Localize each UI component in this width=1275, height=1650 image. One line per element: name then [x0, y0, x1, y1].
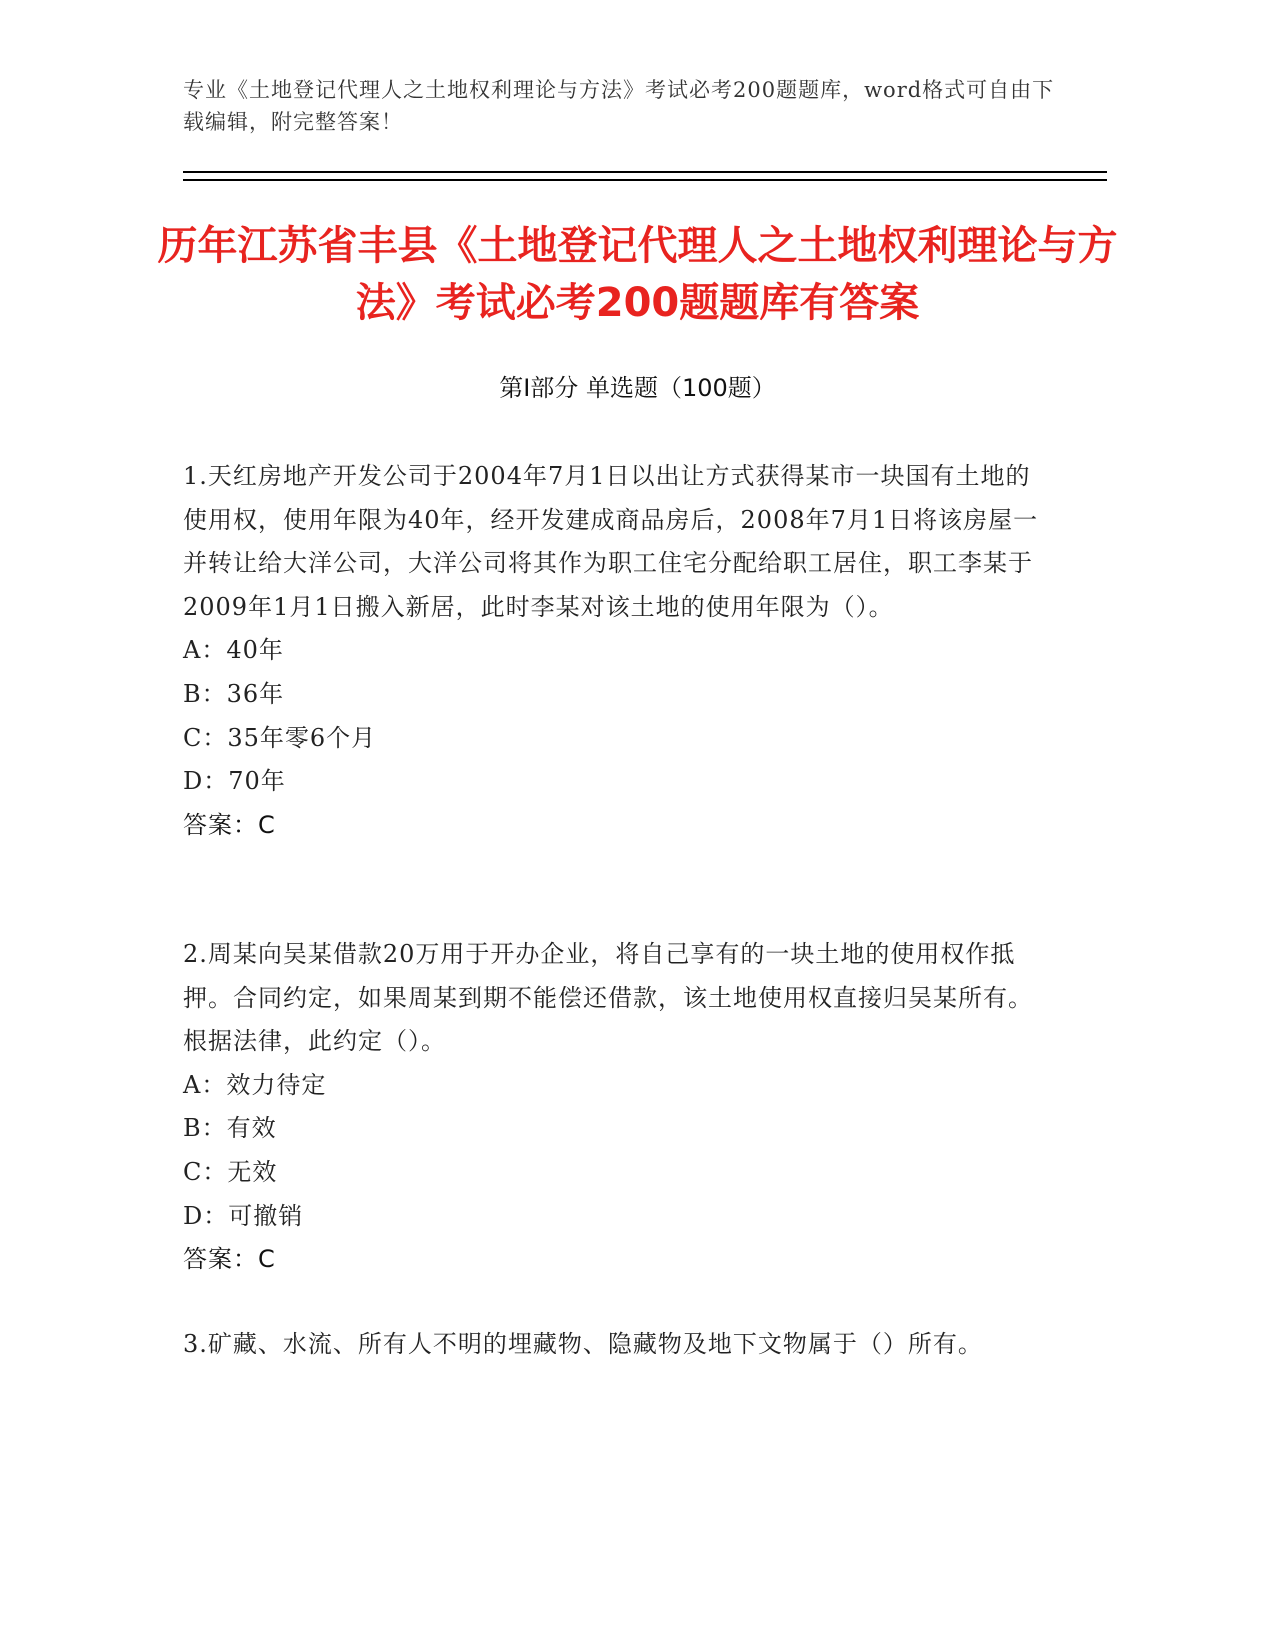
answer: 答案：C	[183, 1245, 276, 1274]
option-a: A：40年	[183, 636, 284, 665]
question-text: 2.周某向吴某借款20万用于开办企业，将自己享有的一块土地的使用权作抵押。合同约定，如果周某到期不能偿还借款，该土地使用权直接归吴某所有。根据法律，此约定（）。	[183, 940, 1033, 1056]
question-2	[183, 933, 1043, 1282]
question-text: 1.天红房地产开发公司于2004年7月1日以出让方式获得某市一块国有土地的使用权，使用年限为40年，经开发建成商品房后，2008年7月1日将该房屋一并转让给大洋公司，大洋公司将其作为职工住宅分配给职工居住，职工李某于2009年1月1日搬入新居，此时李某对该土地的使用年限为（）。	[183, 462, 1039, 621]
option-c: C：无效	[183, 1157, 278, 1186]
header-divider-bottom	[183, 179, 1107, 181]
option-b: B：有效	[183, 1114, 277, 1143]
option-d: D：可撤销	[183, 1201, 304, 1230]
question-3	[183, 1323, 1043, 1367]
question-text: 3.矿藏、水流、所有人不明的埋藏物、隐藏物及地下文物属于（）所有。	[183, 1330, 983, 1358]
document-title: 历年江苏省丰县《土地登记代理人之土地权利理论与方法》考试必考200题题库有答案	[157, 223, 1118, 326]
answer: 答案：C	[183, 810, 276, 839]
option-a: A：效力待定	[183, 1070, 327, 1099]
option-b: B：36年	[183, 679, 285, 708]
header-note: 专业《土地登记代理人之土地权利理论与方法》考试必考200题题库，word格式可自由下载编辑，附完整答案！	[183, 78, 1055, 134]
question-1	[183, 455, 1043, 847]
header-divider-top	[183, 171, 1107, 173]
option-d: D：70年	[183, 767, 286, 796]
option-c: C：35年零6个月	[183, 723, 377, 752]
section-heading: 第Ⅰ部分 单选题（100题）	[499, 374, 776, 402]
